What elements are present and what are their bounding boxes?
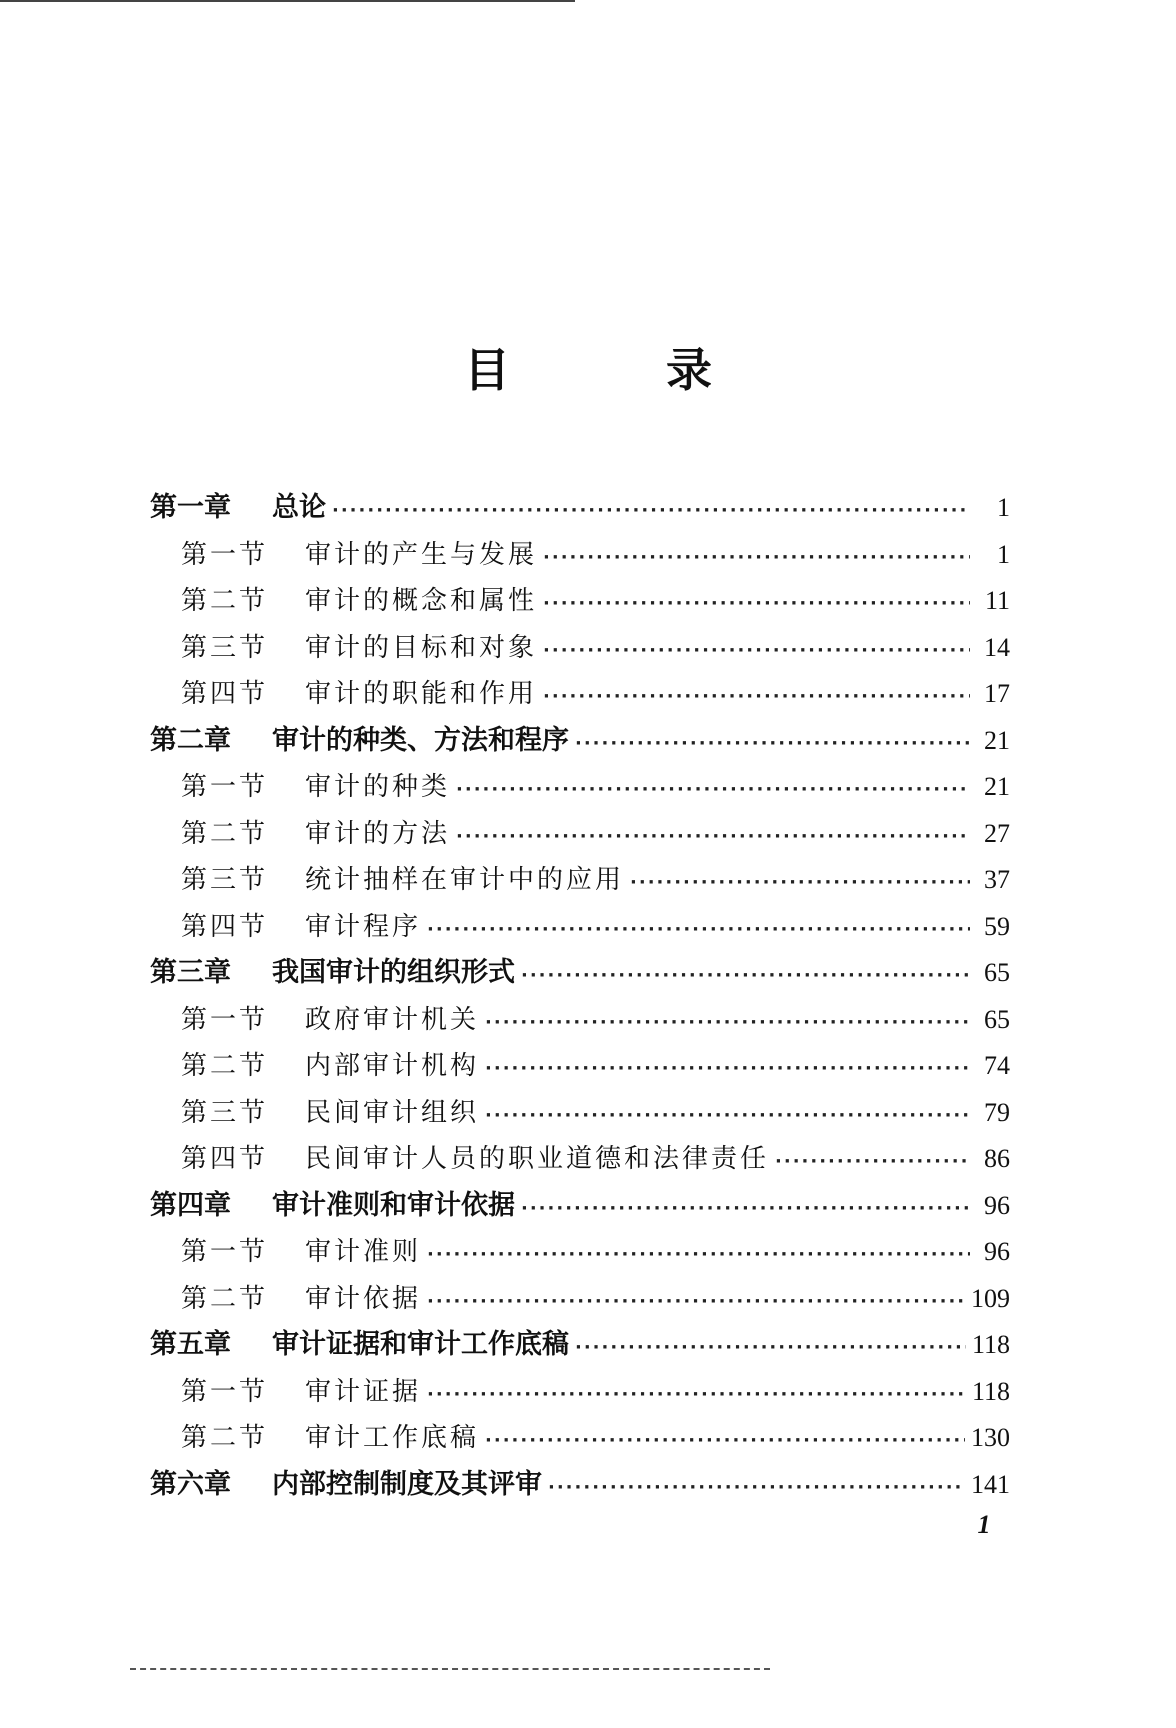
toc-entry-page: 65 [984,958,1010,987]
toc-entry-label: 第二节 [181,1051,269,1081]
toc-entry-label: 第四节 [181,679,269,709]
toc-entry-title: 审计证据和审计工作底稿 [272,1329,569,1360]
toc-entry-label: 第一节 [181,539,269,570]
toc-leader-dots [575,721,970,767]
toc-leader-dots [485,1046,970,1092]
toc-entry-page: 96 [984,1190,1010,1220]
toc-entry-label: 第一章 [150,492,231,523]
toc-entry-title: 审计依据 [305,1283,422,1314]
toc-section-entry [150,1043,1010,1090]
toc-entry-title: 审计的种类 [305,772,451,802]
toc-chapter-entry [150,1462,1010,1509]
toc-entry-page: 21 [984,772,1010,801]
toc-section-entry [150,1136,1010,1183]
toc-leader-dots [543,674,970,720]
toc-entry-page: 109 [971,1283,1010,1313]
toc-entry-label: 第二节 [181,1283,269,1314]
toc-leader-dots [427,1279,965,1325]
toc-chapter-entry [150,950,1010,997]
toc-entry-page: 74 [984,1051,1010,1080]
toc-leader-dots [427,1372,966,1418]
toc-entry-label: 第一节 [181,1376,269,1407]
toc-leader-dots [456,814,970,860]
toc-entry-label: 第三节 [181,865,269,895]
toc-leader-dots [521,953,970,999]
toc-entry-page: 21 [984,725,1010,755]
toc-section-entry [150,1415,1010,1462]
toc-leader-dots [332,488,970,534]
toc-entry-page: 118 [971,1330,1010,1359]
toc-entry-page: 79 [984,1097,1010,1127]
toc-entry-label: 第四节 [181,1144,269,1174]
toc-entry-title: 政府审计机关 [305,1004,480,1035]
toc-chapter-entry [150,485,1010,532]
toc-entry-page: 59 [984,911,1010,941]
toc-section-entry [150,1229,1010,1276]
toc-entry-title: 审计的目标和对象 [305,632,538,663]
toc-entry-page: 118 [971,1376,1010,1406]
toc-section-entry [150,1276,1010,1323]
toc-entry-title: 总论 [272,492,326,523]
toc-entry-label: 第五章 [150,1329,231,1360]
toc-section-entry [150,857,1010,904]
top-rule [0,0,575,2]
toc-entry-label: 第六章 [150,1468,231,1500]
toc-leader-dots [485,1000,970,1046]
toc-chapter-entry [150,718,1010,765]
toc-entry-page: 86 [984,1144,1010,1173]
toc-section-entry [150,625,1010,672]
toc-entry-title: 审计的产生与发展 [305,539,538,570]
toc-section-entry [150,997,1010,1044]
toc-entry-title: 审计准则 [305,1237,422,1267]
toc-entry-page: 130 [971,1423,1010,1452]
toc-entry-title: 我国审计的组织形式 [272,957,515,988]
toc-entry-label: 第四节 [181,911,269,942]
toc-leader-dots [630,860,970,906]
toc-leader-dots [543,628,970,674]
toc-entry-label: 第四章 [150,1189,231,1221]
toc-entry-page: 27 [984,818,1010,848]
toc-entry-label: 第三节 [181,1097,269,1128]
toc-entry-label: 第三节 [181,632,269,663]
toc-entry-title: 审计程序 [305,911,422,942]
table-of-contents [150,485,1010,1508]
toc-section-entry [150,1090,1010,1137]
toc-section-entry [150,764,1010,811]
toc-entry-page: 11 [984,586,1010,615]
toc-section-entry [150,904,1010,951]
toc-section-entry [150,671,1010,718]
toc-entry-title: 内部控制制度及其评审 [272,1468,542,1500]
toc-entry-title: 民间审计人员的职业道德和法律责任 [305,1144,770,1174]
toc-leader-dots [775,1139,970,1185]
toc-entry-title: 审计的方法 [305,818,451,849]
bottom-rule [130,1668,770,1670]
toc-section-entry [150,578,1010,625]
toc-entry-label: 第三章 [150,957,231,988]
toc-entry-page: 17 [984,679,1010,708]
toc-entry-label: 第一节 [181,772,269,802]
toc-leader-dots [485,1093,970,1139]
toc-entry-page: 1 [997,539,1010,569]
toc-chapter-entry [150,1322,1010,1369]
toc-entry-page: 14 [984,632,1010,662]
toc-entry-label: 第二节 [181,586,269,616]
toc-entry-label: 第二节 [181,818,269,849]
toc-entry-title: 统计抽样在审计中的应用 [305,865,625,895]
toc-leader-dots [456,767,970,813]
toc-entry-title: 内部审计机构 [305,1051,480,1081]
toc-leader-dots [485,1418,965,1464]
toc-entry-title: 审计的职能和作用 [305,679,538,709]
page-number: 1 [977,1510,991,1539]
toc-entry-title: 审计准则和审计依据 [272,1189,515,1221]
toc-chapter-entry [150,1183,1010,1230]
toc-entry-label: 第二节 [181,1423,269,1453]
toc-entry-page: 141 [971,1469,1010,1499]
toc-leader-dots [575,1325,966,1371]
toc-leader-dots [543,535,970,581]
toc-leader-dots [427,1232,970,1278]
toc-leader-dots [521,1186,970,1232]
toc-section-entry [150,1369,1010,1416]
toc-entry-page: 1 [997,493,1010,522]
toc-entry-title: 审计工作底稿 [305,1423,480,1453]
toc-leader-dots [427,907,970,953]
toc-leader-dots [548,1465,965,1511]
page-title: 目 录 [463,343,782,397]
toc-leader-dots [543,581,970,627]
toc-entry-label: 第一节 [181,1004,269,1035]
toc-entry-label: 第二章 [150,724,231,756]
toc-entry-page: 65 [984,1004,1010,1034]
toc-section-entry [150,532,1010,579]
toc-entry-title: 审计的概念和属性 [305,586,538,616]
toc-entry-label: 第一节 [181,1237,269,1267]
toc-entry-title: 审计证据 [305,1376,422,1407]
toc-entry-title: 审计的种类、方法和程序 [272,724,569,756]
toc-entry-title: 民间审计组织 [305,1097,480,1128]
toc-entry-page: 37 [984,865,1010,894]
toc-entry-page: 96 [984,1237,1010,1266]
toc-section-entry [150,811,1010,858]
